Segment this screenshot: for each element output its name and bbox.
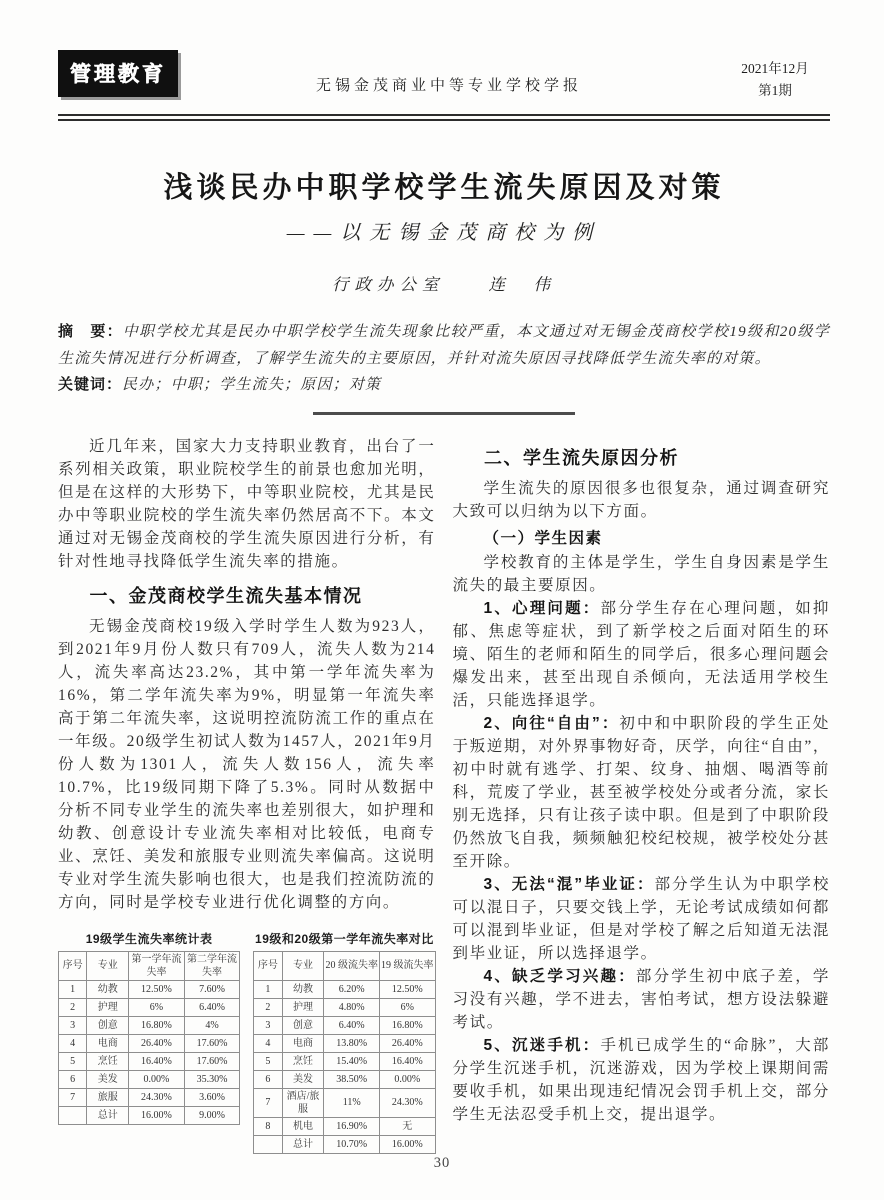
table-cell: 4.80% <box>324 998 380 1016</box>
keywords-label: 关键词： <box>58 376 123 393</box>
right-column <box>453 435 831 1154</box>
table-cell: 电商 <box>282 1034 324 1052</box>
page-number: 30 <box>433 1155 451 1171</box>
table-cell: 26.40% <box>379 1034 435 1052</box>
table-cell: 16.80% <box>129 1016 185 1034</box>
table-row <box>254 998 435 1016</box>
sub1-heading: （一）学生因素 <box>483 529 603 547</box>
point-text: 初中和中职阶段的学生正处于叛逆期，对外界事物好奇，厌学，向往“自由”，初中时就有逃学、打架、纹身、抽烟、喝酒等前科，荒废了学业，甚至被学校处分或者分流，家长别无选择，只有让孩子读中职。但是到了中职阶段仍然放飞自我，频频触犯校纪校规，被学校处分甚至开除。 <box>452 714 830 870</box>
table-cell: 3 <box>59 1016 87 1034</box>
table-cell: 8 <box>254 1117 282 1135</box>
table-cell: 38.50% <box>324 1070 380 1088</box>
table-row <box>254 1016 435 1034</box>
point-paragraph <box>453 597 831 712</box>
journal-name: 无锡金茂商业中等专业学校学报 <box>315 78 582 94</box>
table-row <box>59 1070 240 1088</box>
table-cell: 16.00% <box>129 1106 185 1124</box>
article-subtitle: ——以无锡金茂商校为例 <box>286 222 602 244</box>
issue-number: 第1期 <box>758 83 792 98</box>
table-cell: 3.60% <box>184 1088 240 1106</box>
table-row <box>59 1016 240 1034</box>
table-cell: 无 <box>379 1117 435 1135</box>
table2-caption: 19级和20级第一学年流失率对比 <box>255 931 434 946</box>
table-cell: 5 <box>254 1052 282 1070</box>
table-header-cell: 第二学年流失率 <box>184 951 240 980</box>
table-cell: 护理 <box>87 998 129 1016</box>
table-cell: 幼教 <box>87 980 129 998</box>
table-cell: 机电 <box>282 1117 324 1135</box>
table-cell: 6 <box>59 1070 87 1088</box>
table-cell: 护理 <box>282 998 324 1016</box>
table-header-cell: 专业 <box>87 951 129 980</box>
table-cell: 16.00% <box>379 1135 435 1153</box>
author-department: 行政办公室 <box>332 275 445 294</box>
table-header-cell: 20 级流失率 <box>324 951 380 980</box>
point-lead: 2、向往“自由”： <box>483 714 620 732</box>
table-cell: 6.20% <box>324 980 380 998</box>
table-cell: 35.30% <box>184 1070 240 1088</box>
table-header-cell: 第一学年流失率 <box>129 951 185 980</box>
point-lead: 1、心理问题： <box>483 599 601 617</box>
table-cell: 6.40% <box>184 998 240 1016</box>
attrition-rate-table-19 <box>58 951 240 1125</box>
article-body <box>58 435 830 1154</box>
table-row <box>254 1070 435 1088</box>
table-row <box>59 1088 240 1106</box>
table-row <box>254 980 435 998</box>
table-cell: 4 <box>254 1034 282 1052</box>
table-row <box>254 1088 435 1117</box>
section-badge: 管理教育 <box>58 50 178 97</box>
table-cell: 7 <box>254 1088 282 1117</box>
attrition-compare-table-19-20 <box>253 951 435 1154</box>
table-cell: 16.80% <box>379 1016 435 1034</box>
table-cell: 24.30% <box>129 1088 185 1106</box>
section1-paragraph: 无锡金茂商校19级入学时学生人数为923人，到2021年9月份人数只有709人，流失人数为214人，流失率高达23.2%，其中第一学年流失率为16%，第二学年流失率为9%，明显第一年流失率高于第二年流失率，这说明控流防流工作的重点在一年级。20级学生初试人数为1457人，2021年9月份人数为1301人，流失人数156人，流失率10.7%，比19级同期下降了5.3%。同时从数据中分析不同专业学生的流失率也差别很大，如护理和幼教、创意设计专业流失率相对比较低，电商专业、烹饪、美发和旅服专业则流失率偏高。这说明专业对学生流失影响也很大，也是我们控流防流的方向，同时是学校专业进行优化调整的方向。 <box>58 617 436 911</box>
table-cell: 5 <box>59 1052 87 1070</box>
table-cell: 13.80% <box>324 1034 380 1052</box>
point-lead: 3、无法“混”毕业证： <box>483 875 655 893</box>
table-row <box>59 1106 240 1124</box>
table-cell: 美发 <box>87 1070 129 1088</box>
table-cell: 16.40% <box>379 1052 435 1070</box>
left-column <box>58 435 436 1154</box>
table-cell: 16.90% <box>324 1117 380 1135</box>
table1-container <box>58 930 240 1154</box>
issue-date: 2021年12月 <box>741 61 809 76</box>
author-name: 连 伟 <box>488 275 556 294</box>
abstract-paragraph <box>58 319 830 372</box>
table-cell: 16.40% <box>129 1052 185 1070</box>
abstract-label: 摘 要： <box>58 323 123 340</box>
statistics-tables <box>58 930 436 1154</box>
header-divider <box>58 114 830 121</box>
table-cell <box>59 1106 87 1124</box>
table-header-cell: 19 级流失率 <box>379 951 435 980</box>
abstract-divider <box>313 412 575 415</box>
table-cell <box>254 1135 282 1153</box>
table-cell: 0.00% <box>379 1070 435 1088</box>
table-cell: 总计 <box>282 1135 324 1153</box>
table-row <box>254 1052 435 1070</box>
point-text: 部分学生存在心理问题，如抑郁、焦虑等症状，到了新学校之后面对陌生的环境、陌生的老师和陌生的同学后，很多心理问题会爆发出来，甚至出现自杀倾向，无法适用学校生活，只能选择退学。 <box>452 599 830 709</box>
table-cell: 6% <box>129 998 185 1016</box>
table-header-cell: 序号 <box>59 951 87 980</box>
table-cell: 9.00% <box>184 1106 240 1124</box>
table-cell: 幼教 <box>282 980 324 998</box>
sub1-intro: 学校教育的主体是学生，学生自身因素是学生流失的最主要原因。 <box>452 553 830 594</box>
intro-paragraph: 近几年来，国家大力支持职业教育，出台了一系列相关政策，职业院校学生的前景也愈加光明，但是在这样的大形势下，中等职业院校，尤其是民办中等职业院校的学生流失率仍然居高不下。本文通过对无锡金茂商校的学生流失原因进行分析，有针对性地寻找降低学生流失率的措施。 <box>58 437 436 570</box>
table-cell: 6% <box>379 998 435 1016</box>
table-cell: 2 <box>59 998 87 1016</box>
table-cell: 15.40% <box>324 1052 380 1070</box>
table-cell: 17.60% <box>184 1052 240 1070</box>
table-cell: 12.50% <box>379 980 435 998</box>
table-cell: 12.50% <box>129 980 185 998</box>
table-cell: 电商 <box>87 1034 129 1052</box>
author-line <box>58 271 830 295</box>
point-lead: 5、沉迷手机： <box>483 1036 601 1054</box>
keywords-paragraph <box>58 372 830 399</box>
table-cell: 创意 <box>87 1016 129 1034</box>
point-paragraph <box>453 965 831 1034</box>
abstract-text: 中职学校尤其是民办中职学校学生流失现象比较严重，本文通过对无锡金茂商校学校19级和20级学生流失情况进行分析调查，了解学生流失的主要原因，并针对流失原因寻找降低学生流失率的对策。 <box>58 324 830 367</box>
table-cell: 11% <box>324 1088 380 1117</box>
table2-container <box>253 930 435 1154</box>
table-cell: 24.30% <box>379 1088 435 1117</box>
table-cell: 1 <box>254 980 282 998</box>
point-paragraph <box>453 873 831 965</box>
table-row <box>254 1135 435 1153</box>
table-row <box>59 998 240 1016</box>
table-cell: 1 <box>59 980 87 998</box>
page-header <box>58 50 830 102</box>
section1-heading: 一、金茂商校学生流失基本情况 <box>89 585 363 606</box>
point-paragraph <box>453 1034 831 1126</box>
section2-intro: 学生流失的原因很多也很复杂，通过调查研究大致可以归纳为以下方面。 <box>452 479 830 520</box>
table-cell: 烹饪 <box>87 1052 129 1070</box>
table-cell: 旅服 <box>87 1088 129 1106</box>
table-header-row <box>254 951 435 980</box>
table-cell: 烹饪 <box>282 1052 324 1070</box>
table1-caption: 19级学生流失率统计表 <box>85 931 213 946</box>
table-row <box>59 1052 240 1070</box>
table-cell: 10.70% <box>324 1135 380 1153</box>
table-row <box>59 980 240 998</box>
table-cell: 4 <box>59 1034 87 1052</box>
table-cell: 总计 <box>87 1106 129 1124</box>
table-header-cell: 序号 <box>254 951 282 980</box>
table-cell: 酒店/旅服 <box>282 1088 324 1117</box>
table-cell: 美发 <box>282 1070 324 1088</box>
point-text: 手机已成学生的“命脉”，大部分学生沉迷手机，沉迷游戏，因为学校上课期间需要收手机，如果出现违纪情况会罚手机上交，部分学生无法忍受手机上交，提出退学。 <box>452 1036 830 1123</box>
section2-heading: 二、学生流失原因分析 <box>484 447 679 468</box>
table-row <box>254 1117 435 1135</box>
point-lead: 4、缺乏学习兴趣： <box>483 967 636 985</box>
table-cell: 0.00% <box>129 1070 185 1088</box>
table-cell: 7 <box>59 1088 87 1106</box>
table-row <box>59 1034 240 1052</box>
table-cell: 6.40% <box>324 1016 380 1034</box>
point-text: 部分学生初中底子差，学习没有兴趣，学不进去，害怕考试，想方设法躲避考试。 <box>452 967 830 1031</box>
table-cell: 7.60% <box>184 980 240 998</box>
point-paragraph <box>453 712 831 873</box>
table-header-cell: 专业 <box>282 951 324 980</box>
table-header-row <box>59 951 240 980</box>
table-cell: 26.40% <box>129 1034 185 1052</box>
table-cell: 6 <box>254 1070 282 1088</box>
table-cell: 创意 <box>282 1016 324 1034</box>
keywords-text: 民办；中职；学生流失；原因；对策 <box>122 377 382 393</box>
point-text: 部分学生认为中职学校可以混日子，只要交钱上学，无论考试成绩如何都可以混到毕业证，但是对学校了解之后知道无法混到毕业证，所以选择退学。 <box>452 875 830 962</box>
table-cell: 17.60% <box>184 1034 240 1052</box>
table-cell: 4% <box>184 1016 240 1034</box>
article-title: 浅谈民办中职学校学生流失原因及对策 <box>163 172 725 204</box>
table-cell: 3 <box>254 1016 282 1034</box>
issue-info <box>720 50 830 102</box>
abstract-block <box>58 319 830 399</box>
table-row <box>254 1034 435 1052</box>
table-cell: 2 <box>254 998 282 1016</box>
